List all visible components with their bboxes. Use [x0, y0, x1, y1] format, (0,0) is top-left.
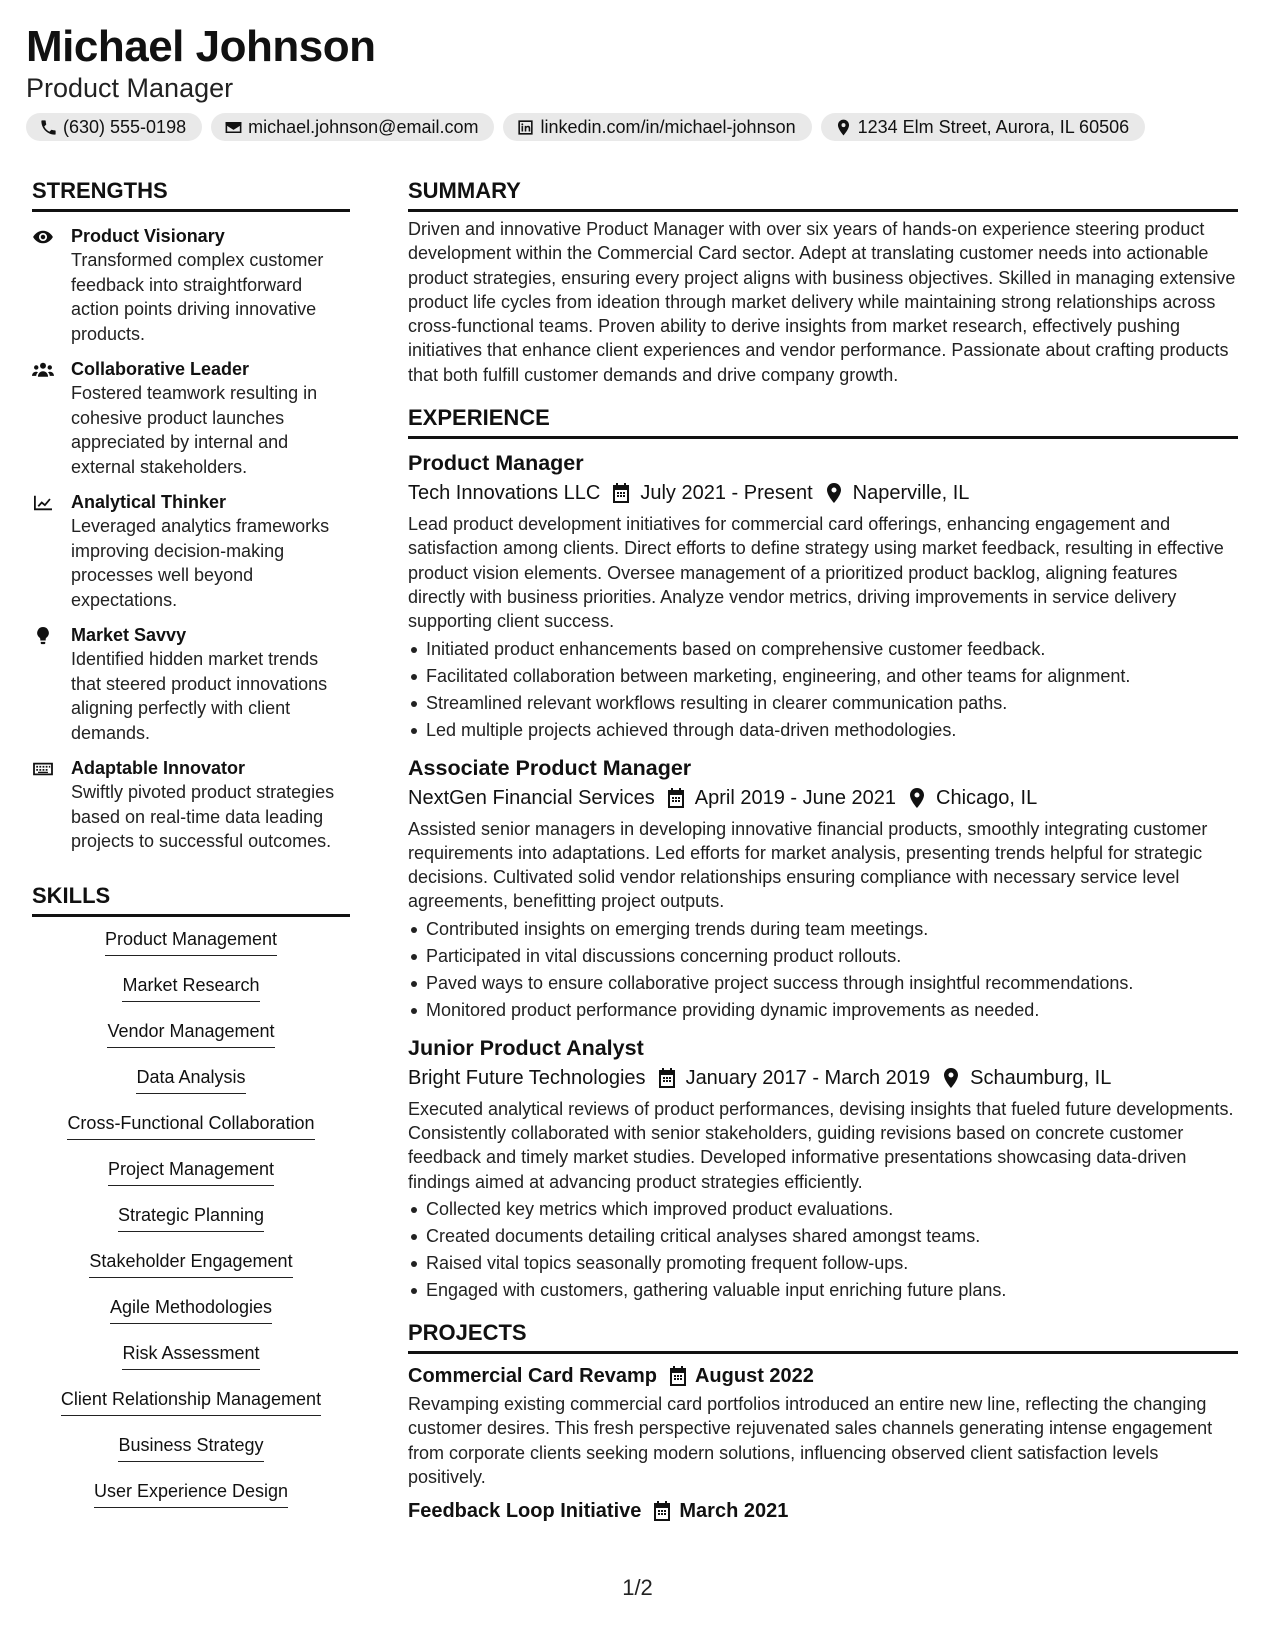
job-bullet: Initiated product enhancements based on comprehensive customer feedback. — [408, 636, 1238, 663]
contact-linkedin[interactable] — [503, 113, 811, 141]
job-bullet: Facilitated collaboration between marketing, engineering, and other teams for alignment. — [408, 663, 1238, 690]
eye-icon — [32, 228, 54, 246]
skill-item: Business Strategy — [118, 1433, 263, 1462]
right-column — [408, 176, 1238, 1525]
map-pin-icon — [825, 483, 843, 503]
job-bullet: Monitored product performance providing dynamic improvements as needed. — [408, 997, 1238, 1024]
project-title: Commercial Card Revamp — [408, 1364, 657, 1387]
strength-title: Market Savvy — [71, 625, 187, 645]
job-location: Naperville, IL — [852, 482, 970, 505]
skill-item: Strategic Planning — [118, 1203, 264, 1232]
strength-item — [32, 756, 350, 854]
job-bullets — [408, 1196, 1238, 1304]
skill-item: Project Management — [108, 1157, 274, 1186]
job-description: Assisted senior managers in developing innovative financial products, smoothly integrating customer requirements into adaptations. Led efforts for market analysis, presenting trends helpful for strategic decisions. Cultivated solid vendor relationships ensuring compliance with necessary service level agreements, benefitting project outputs. — [408, 818, 1208, 912]
strength-desc: Leveraged analytics frameworks improving decision-making processes well beyond expectations. — [71, 516, 330, 610]
skill-item: Cross-Functional Collaboration — [67, 1111, 314, 1140]
skills-list — [32, 927, 350, 1525]
project-date: August 2022 — [694, 1364, 814, 1387]
job-entry — [408, 1034, 1238, 1304]
project-date: March 2021 — [679, 1500, 789, 1523]
projects-heading: PROJECTS — [408, 1318, 1238, 1354]
strength-item — [32, 357, 350, 479]
chart-line-icon — [32, 494, 54, 512]
strength-desc: Fostered teamwork resulting in cohesive product launches appreciated by internal and external stakeholders. — [71, 383, 318, 477]
strength-title: Analytical Thinker — [71, 492, 227, 512]
contact-address — [821, 113, 1146, 141]
strengths-heading: STRENGTHS — [32, 176, 350, 212]
contact-phone-text: (630) 555-0198 — [63, 116, 187, 137]
job-entry — [408, 449, 1238, 743]
job-dates: April 2019 - June 2021 — [694, 786, 897, 809]
project-description: Revamping existing commercial card portfolios introduced an entire new line, reflecting the changing customer desires. This fresh perspective rejuvenated sales channels generating intense engagement from corporate clients seeking modern solutions, influencing observed client satisfaction levels positively. — [408, 1393, 1213, 1487]
envelope-icon — [224, 118, 243, 137]
keyboard-icon — [32, 760, 54, 778]
job-title: Junior Product Analyst — [408, 1035, 644, 1060]
project-header — [408, 1497, 1238, 1525]
project-header — [408, 1362, 1238, 1390]
skill-item: Market Research — [122, 973, 259, 1002]
job-meta — [408, 479, 1238, 507]
strengths-list — [32, 224, 350, 854]
job-bullet: Collected key metrics which improved product evaluations. — [408, 1196, 1238, 1223]
strength-title: Adaptable Innovator — [71, 758, 246, 778]
calendar-icon — [653, 1501, 671, 1521]
calendar-icon — [612, 483, 630, 503]
users-icon — [32, 361, 54, 379]
skill-item: Vendor Management — [107, 1019, 274, 1048]
contact-email-text: michael.johnson@email.com — [248, 116, 479, 137]
job-bullets — [408, 636, 1238, 744]
job-bullets — [408, 916, 1238, 1024]
strength-title: Collaborative Leader — [71, 359, 250, 379]
strength-desc: Swiftly pivoted product strategies based on real-time data leading projects to successful outcomes. — [71, 782, 335, 851]
job-description: Executed analytical reviews of product performances, devising insights that fueled future developments. Consistently collaborated with senior stakeholders, guiding revisions based on concrete customer feedback and timely market studies. Developed informative presentations showcasing data-driven findings aimed at advancing product strategies efficiently. — [408, 1098, 1234, 1192]
calendar-icon — [669, 1366, 687, 1386]
summary-text: Driven and innovative Product Manager with over six years of hands-on experience steering product development within the Commercial Card sector. Adept at translating customer needs into actionable product strategies, ensuring every project aligns with business objectives. Skilled in managing extensive product life cycles from ideation through market delivery while maintaining strong relationships across cross-functional teams. Proven ability to derive insights from market research, effectively pushing initiatives that enhance client experiences and vendor performance. Passionate about crafting products that both fulfill customer demands and drive company growth. — [408, 219, 1236, 385]
job-location: Chicago, IL — [936, 786, 1038, 809]
lightbulb-icon — [32, 627, 54, 645]
skill-item: Risk Assessment — [122, 1341, 259, 1370]
job-bullet: Engaged with customers, gathering valuable input enriching future plans. — [408, 1277, 1238, 1304]
candidate-role: Product Manager — [26, 73, 234, 103]
contact-email[interactable] — [211, 113, 494, 141]
map-pin-icon — [834, 118, 853, 137]
job-bullet: Created documents detailing critical analyses shared amongst teams. — [408, 1223, 1238, 1250]
job-title: Associate Product Manager — [408, 755, 692, 780]
calendar-icon — [658, 1068, 676, 1088]
job-entry — [408, 754, 1238, 1024]
skill-item: Product Management — [105, 927, 277, 956]
candidate-name: Michael Johnson — [26, 22, 376, 71]
skill-item: Agile Methodologies — [110, 1295, 272, 1324]
job-title: Product Manager — [408, 451, 584, 476]
job-bullet: Led multiple projects achieved through data-driven methodologies. — [408, 717, 1238, 744]
job-company: Tech Innovations LLC — [408, 482, 601, 505]
contact-address-text: 1234 Elm Street, Aurora, IL 60506 — [857, 116, 1130, 137]
job-bullet: Raised vital topics seasonally promoting frequent follow-ups. — [408, 1250, 1238, 1277]
experience-heading: EXPERIENCE — [408, 403, 1238, 439]
left-column — [32, 176, 350, 1525]
calendar-icon — [667, 788, 685, 808]
skills-heading: SKILLS — [32, 881, 350, 917]
job-bullet: Participated in vital discussions concerning product rollouts. — [408, 943, 1238, 970]
linkedin-icon — [516, 118, 535, 137]
contact-bar — [26, 113, 1145, 141]
job-company: NextGen Financial Services — [408, 786, 655, 809]
strength-title: Product Visionary — [71, 226, 225, 246]
page-number: 1/2 — [622, 1575, 653, 1600]
project-entry — [408, 1497, 1238, 1525]
skill-item: Stakeholder Engagement — [89, 1249, 292, 1278]
summary-heading: SUMMARY — [408, 176, 1238, 212]
job-bullet: Paved ways to ensure collaborative project success through insightful recommendations. — [408, 970, 1238, 997]
skill-item: User Experience Design — [94, 1479, 288, 1508]
job-dates: January 2017 - March 2019 — [685, 1066, 931, 1089]
strength-desc: Identified hidden market trends that steered product innovations aligning perfectly with client demands. — [71, 649, 328, 743]
job-company: Bright Future Technologies — [408, 1066, 646, 1089]
job-meta — [408, 784, 1238, 812]
project-entry — [408, 1362, 1238, 1489]
job-description: Lead product development initiatives for commercial card offerings, enhancing engagement and satisfaction among clients. Direct efforts to define strategy using market feedback, resulting in effective product vision elements. Oversee management of a prioritized product backlog, aligning features directly with business priorities. Analyze vendor metrics, driving improvements in service delivery supporting client success. — [408, 514, 1224, 632]
job-bullet: Contributed insights on emerging trends during team meetings. — [408, 916, 1238, 943]
contact-linkedin-text: linkedin.com/in/michael-johnson — [540, 116, 796, 137]
skill-item: Client Relationship Management — [61, 1387, 321, 1416]
contact-phone[interactable] — [26, 113, 202, 141]
project-title: Feedback Loop Initiative — [408, 1500, 642, 1523]
job-location: Schaumburg, IL — [970, 1066, 1112, 1089]
map-pin-icon — [942, 1068, 960, 1088]
skill-item: Data Analysis — [136, 1065, 245, 1094]
strength-item — [32, 490, 350, 612]
strength-desc: Transformed complex customer feedback into straightforward action points driving innovative products. — [71, 250, 324, 344]
job-meta — [408, 1064, 1238, 1092]
strength-item — [32, 224, 350, 346]
job-dates: July 2021 - Present — [640, 482, 813, 505]
job-bullet: Streamlined relevant workflows resulting in clearer communication paths. — [408, 690, 1238, 717]
strength-item — [32, 623, 350, 745]
map-pin-icon — [908, 788, 926, 808]
phone-icon — [39, 118, 58, 137]
